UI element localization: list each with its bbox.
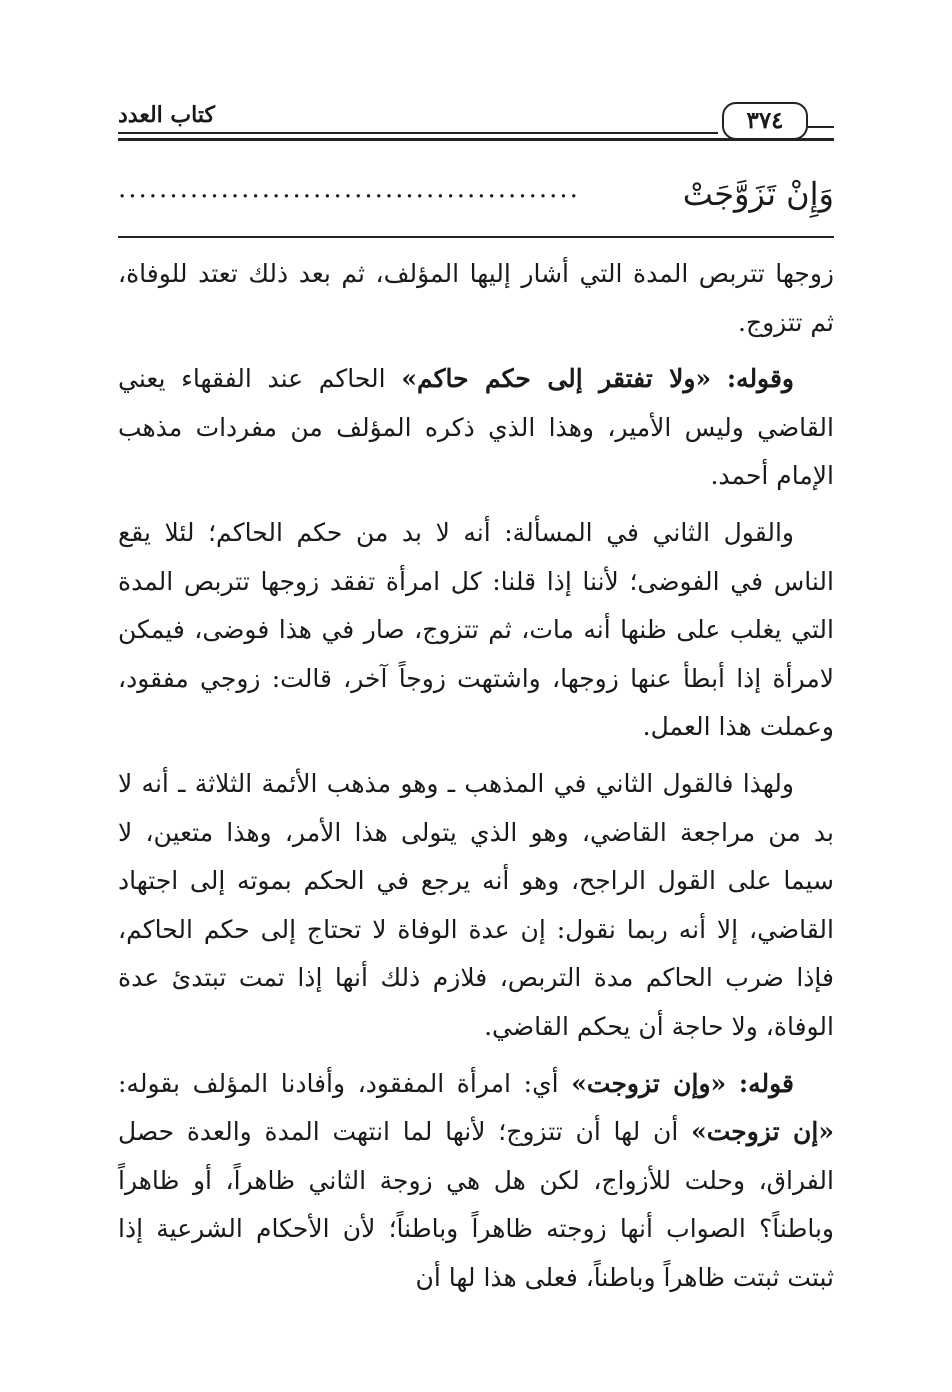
running-header — [118, 96, 834, 152]
paragraph-quote: «ولا تفتقر إلى حكم حاكم» — [401, 364, 712, 394]
paragraph-4 — [118, 760, 834, 1052]
paragraph-text: الحاكم عند الفقهاء يعني القاضي وليس الأمير، وهذا الذي ذكره المؤلف من مفردات مذهب الإمام أحمد. — [118, 364, 834, 491]
matn-dots: ............................................. — [118, 174, 580, 204]
paragraph-quote: «وإن تزوجت» — [571, 1068, 727, 1098]
page-number: ٣٧٤ — [722, 102, 808, 140]
paragraph-3 — [118, 509, 834, 752]
paragraph-text: أي: امرأة المفقود، وأفادنا المؤلف بقوله: — [118, 1068, 559, 1098]
paragraph-text: زوجها تتربص المدة التي أشار إليها المؤلف، ثم بعد ذلك تعتد للوفاة، ثم تتزوج. — [118, 259, 834, 337]
body-text — [118, 250, 834, 1310]
header-rule-thick — [118, 138, 834, 141]
paragraph-lead: وقوله: — [726, 364, 794, 394]
paragraph-1 — [118, 250, 834, 347]
header-rule-thin — [118, 132, 718, 134]
subheading-rule — [118, 236, 834, 238]
paragraph-text-2: أن لها أن تتزوج؛ لأنها لما انتهت المدة والعدة حصل الفراق، وحلت للأزواج، لكن هل هي زوجة الثاني ظاهراً، أو ظاهراً وباطناً؟ الصواب أنها زوجته ظاهراً وباطناً؛ لأن الأحكام الشرعية إذا ثبتت ثبتت ظاهراً وباطناً، فعلى هذا لها أن — [118, 1117, 834, 1292]
paragraph-text: والقول الثاني في المسألة: أنه لا بد من حكم الحاكم؛ لئلا يقع الناس في الفوضى؛ لأننا إذا قلنا: كل امرأة تفقد زوجها تتربص المدة التي يغلب على ظنها أنه مات، ثم تتزوج، صار في هذا فوضى، فيمكن لامرأة إذا أبطأ عنها زوجها، واشتهت زوجاً آخر، قالت: زوجي مفقود، وعملت هذا العمل. — [118, 517, 834, 742]
paragraph-2 — [118, 355, 834, 501]
paragraph-lead: قوله: — [738, 1068, 794, 1098]
matn-subheading — [118, 172, 834, 222]
paragraph-quote-2: «إن تزوجت» — [691, 1117, 834, 1147]
book-title: كتاب العدد — [118, 102, 215, 128]
paragraph-5 — [118, 1060, 834, 1303]
header-rule-right — [808, 126, 834, 128]
matn-text: وَإِنْ تَزَوَّجَتْ — [682, 175, 834, 213]
paragraph-text: ولهذا فالقول الثاني في المذهب ـ وهو مذهب الأئمة الثلاثة ـ أنه لا بد من مراجعة القاضي، وهو الذي يتولى هذا الأمر، وهذا متعين، لا سيما على القول الراجح، وهو أنه يرجع في الحكم بموته إلى اجتهاد القاضي، إلا أنه ربما نقول: إن عدة الوفاة لا تحتاج إلى حكم الحاكم، فإذا ضرب الحاكم مدة التربص، فلازم ذلك أنها إذا تمت تبتدئ عدة الوفاة، ولا حاجة أن يحكم القاضي. — [118, 768, 834, 1041]
